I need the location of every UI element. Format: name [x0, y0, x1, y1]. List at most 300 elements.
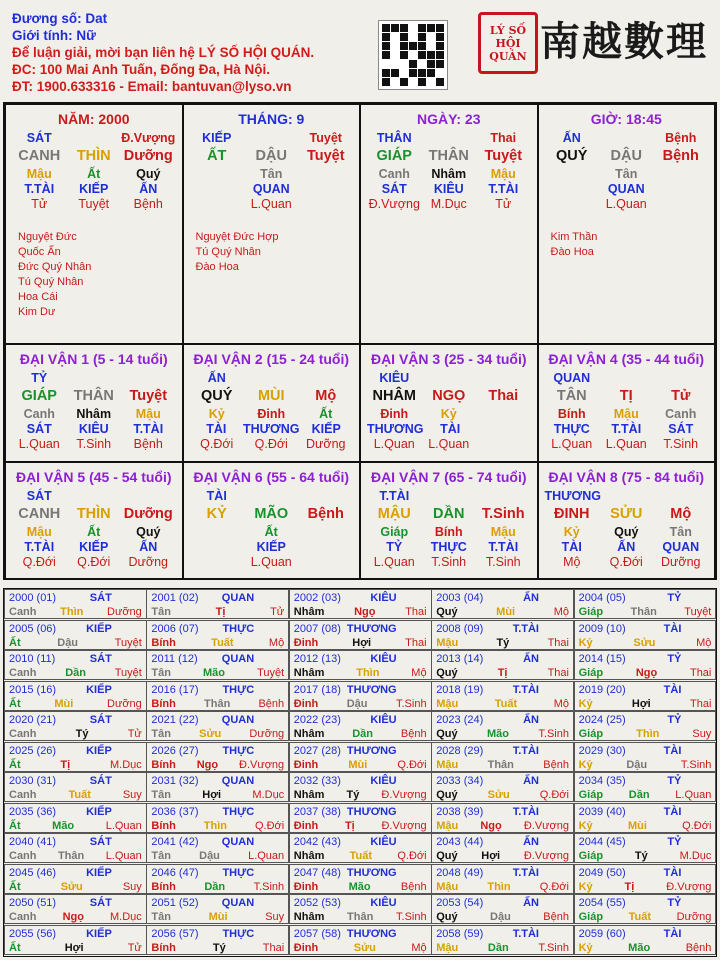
year-stem: Đinh	[293, 758, 319, 771]
year-cell[interactable]	[146, 681, 289, 711]
dai-van-title: ĐẠI VẬN 3 (25 - 34 tuổi)	[370, 351, 527, 367]
qr-cell	[418, 78, 426, 86]
year-phase: Q.Đới	[254, 819, 285, 832]
year-god: KIÊU	[370, 897, 397, 909]
year-row-top	[147, 834, 288, 849]
star-item: Nguyệt Đức Hợp	[195, 231, 279, 243]
pillar-cell: Đ.Vượng	[368, 197, 420, 211]
pillar-cell: GIÁP	[21, 388, 57, 404]
dai-van-stem-branch	[6, 504, 182, 525]
year-cell[interactable]	[4, 864, 147, 894]
year-stem: Canh	[9, 850, 37, 862]
year-label: 2008 (09)	[436, 622, 484, 635]
qr-cell	[427, 33, 435, 41]
year-row-top	[290, 926, 431, 941]
year-cell[interactable]	[289, 894, 432, 924]
star-item: Kim Dư	[18, 306, 56, 318]
year-god: T.TÀI	[512, 744, 539, 757]
year-cell[interactable]	[431, 833, 574, 863]
year-cell[interactable]	[574, 864, 717, 894]
year-row-top	[432, 804, 573, 819]
year-phase: Thai	[405, 636, 427, 649]
star-item: Đức Quý Nhân	[18, 261, 92, 273]
year-phase: Q.Đới	[397, 758, 427, 771]
year-cell[interactable]	[574, 681, 717, 711]
year-branch: Dần	[352, 728, 374, 740]
pillar-cell	[190, 167, 245, 182]
year-stem: Đinh	[293, 819, 319, 832]
year-stem: Ất	[9, 941, 21, 954]
pillar-cell	[599, 131, 654, 146]
year-cell[interactable]	[431, 864, 574, 894]
year-branch: Sửu	[353, 941, 376, 954]
qr-cell	[400, 69, 408, 77]
year-branch: Dần	[487, 941, 509, 954]
pillar-cell: Giáp	[380, 525, 409, 539]
qr-code-icon[interactable]	[378, 20, 448, 90]
year-phase: T.Sinh	[538, 728, 569, 740]
year-god: TÀI	[663, 744, 682, 757]
year-branch: Tý	[496, 636, 510, 649]
pillar-top-god	[6, 131, 182, 146]
year-cell[interactable]	[431, 772, 574, 802]
pillar-cell: KIÊU	[433, 182, 464, 196]
year-cell[interactable]	[289, 864, 432, 894]
year-phase: M.Dục	[679, 850, 712, 862]
year-cell[interactable]	[146, 711, 289, 741]
year-row-bottom	[147, 880, 288, 894]
year-god: QUAN	[221, 592, 255, 604]
dai-van-title: ĐẠI VẬN 2 (15 - 24 tuổi)	[193, 351, 350, 367]
pillar-cell: Kỷ	[440, 407, 457, 421]
qr-cell	[427, 42, 435, 50]
year-row-top	[5, 895, 146, 910]
year-row-bottom	[5, 941, 146, 955]
qr-cell	[427, 78, 435, 86]
year-label: 2052 (53)	[293, 897, 341, 909]
year-phase: Bệnh	[543, 911, 569, 923]
year-cell[interactable]	[146, 833, 289, 863]
pillar-cell: Ất	[87, 167, 101, 181]
pillar-cell: THÌN	[76, 506, 111, 522]
qr-cell	[418, 24, 426, 32]
pillar-cell: T.TÀI	[379, 489, 410, 503]
year-row-bottom	[5, 849, 146, 863]
year-cell[interactable]	[431, 711, 574, 741]
year-phase: T.Sinh	[538, 941, 569, 954]
year-cell[interactable]	[431, 681, 574, 711]
year-stem: Tân	[151, 850, 171, 862]
year-branch: Mùi	[54, 697, 74, 710]
year-god: KIẾP	[86, 622, 112, 635]
year-stem: Nhâm	[293, 911, 325, 923]
year-row-top	[575, 621, 716, 636]
pillar-cell: Bệnh	[665, 131, 697, 145]
year-branch: Thìn	[60, 606, 84, 618]
year-row-bottom	[147, 666, 288, 680]
year-row-bottom	[575, 941, 716, 955]
year-branch: Thân	[487, 758, 514, 771]
year-row-bottom	[432, 697, 573, 711]
pillar-cell: Bệnh	[307, 506, 344, 522]
year-phase: Đ.Vượng	[666, 880, 712, 893]
pillar-cell: Mộ	[670, 506, 692, 522]
pillar-box	[183, 104, 361, 344]
year-stem: Quý	[436, 911, 458, 923]
year-cell[interactable]	[4, 650, 147, 680]
year-stem: Giáp	[578, 789, 604, 801]
dai-van-phases	[6, 555, 182, 570]
pillar-cell: THỰC	[553, 422, 590, 436]
pillar-cell	[545, 197, 600, 212]
year-label: 2039 (40)	[578, 805, 626, 818]
year-stem: Kỷ	[578, 758, 593, 771]
year-stem: Nhâm	[293, 728, 325, 740]
year-label: 2016 (17)	[151, 683, 199, 696]
pillar-cell: DẬU	[255, 148, 287, 164]
year-phase: Tuyệt	[684, 606, 712, 618]
pillar-stars	[361, 226, 537, 234]
year-row-top	[432, 651, 573, 666]
pillar-cell: T.TÀI	[611, 422, 642, 436]
year-god: QUAN	[221, 653, 255, 665]
year-cell[interactable]	[4, 589, 147, 619]
year-row-bottom	[432, 727, 573, 741]
year-phase: M.Dục	[252, 789, 285, 801]
dai-van-box	[538, 344, 716, 462]
year-cell[interactable]	[289, 589, 432, 619]
year-label: 2038 (39)	[436, 805, 484, 818]
year-stem: Nhâm	[293, 667, 325, 679]
year-god: KIẾP	[86, 927, 112, 940]
year-cell[interactable]	[4, 620, 147, 650]
year-god: KIẾP	[86, 744, 112, 757]
dai-van-title: ĐẠI VẬN 1 (5 - 14 tuổi)	[19, 351, 168, 367]
star-item: Đào Hoa	[195, 261, 239, 273]
year-god: QUAN	[221, 897, 255, 909]
year-branch: Mùi	[348, 758, 368, 771]
pillar-cell	[121, 371, 176, 386]
pillar-cell: NHÂM	[372, 388, 416, 404]
year-cell[interactable]	[146, 650, 289, 680]
year-god: ẤN	[523, 775, 539, 787]
dai-van-stem-branch	[184, 504, 360, 525]
year-branch: Thân	[347, 911, 374, 923]
year-row-bottom	[290, 819, 431, 833]
year-cell[interactable]	[146, 803, 289, 833]
dai-van-hidden-gods	[6, 540, 182, 555]
qr-cell	[427, 60, 435, 68]
year-cell[interactable]	[289, 620, 432, 650]
pillar-cell: TỶ	[386, 540, 403, 554]
dai-van-top-god	[539, 371, 715, 386]
year-label: 2031 (32)	[151, 775, 199, 787]
pillar-cell: Tuyệt	[306, 148, 345, 164]
year-label: 2005 (06)	[9, 622, 57, 635]
year-branch: Tý	[75, 728, 89, 740]
year-cell[interactable]	[574, 742, 717, 772]
year-label: 2007 (08)	[293, 622, 341, 635]
pillar-cell: ẤN	[139, 182, 158, 196]
pillar-cell: KỶ	[206, 506, 227, 522]
year-label: 2001 (02)	[151, 592, 199, 604]
year-label: 2003 (04)	[436, 592, 484, 604]
pillar-cell	[299, 489, 354, 504]
year-row-top	[147, 743, 288, 758]
year-phase: Thai	[262, 941, 285, 954]
year-god: T.TÀI	[512, 927, 539, 940]
year-stem: Nhâm	[293, 789, 325, 801]
year-god: T.TÀI	[512, 805, 539, 818]
year-row-bottom	[575, 880, 716, 894]
year-cell[interactable]	[574, 772, 717, 802]
pillar-cell: Mậu	[490, 167, 516, 181]
year-phase: Dưỡng	[107, 697, 142, 710]
year-label: 2015 (16)	[9, 683, 57, 696]
pillar-phases	[184, 197, 360, 212]
year-branch: Thân	[630, 606, 657, 618]
year-god: THỰC	[222, 866, 255, 879]
dai-van-top-god	[539, 489, 715, 504]
star-item: Tú Quý Nhân	[195, 246, 261, 258]
year-cell[interactable]	[574, 650, 717, 680]
pillar-cell	[299, 371, 354, 386]
year-stem: Giáp	[578, 667, 604, 679]
pillar-stars	[6, 226, 182, 324]
year-row-bottom	[147, 910, 288, 924]
dai-van-top-god	[184, 371, 360, 386]
qr-cell	[418, 51, 426, 59]
year-cell[interactable]	[431, 650, 574, 680]
dai-van-hidden-stems	[539, 407, 715, 422]
year-cell[interactable]	[4, 833, 147, 863]
pillar-cell: THÌN	[76, 148, 111, 164]
year-cell[interactable]	[289, 803, 432, 833]
year-cell[interactable]	[289, 925, 432, 955]
dai-van-top-god	[361, 489, 537, 504]
year-god: TỶ	[667, 592, 682, 604]
pillar-cell: Quý	[614, 525, 639, 539]
year-branch: Tý	[346, 789, 360, 801]
pillar-cell: CANH	[18, 148, 61, 164]
year-phase: Suy	[692, 728, 712, 740]
qr-cell	[436, 42, 444, 50]
dai-van-title: ĐẠI VẬN 6 (55 - 64 tuổi)	[193, 469, 350, 485]
pillar-stars	[184, 226, 360, 279]
year-stem: Ất	[9, 819, 21, 832]
year-row-bottom	[290, 727, 431, 741]
pillar-cell	[422, 131, 477, 146]
qr-cell	[400, 42, 408, 50]
year-cell[interactable]	[431, 925, 574, 955]
year-cell[interactable]	[146, 620, 289, 650]
year-label: 2059 (60)	[578, 927, 626, 940]
year-stem: Tân	[151, 667, 171, 679]
year-stem: Mậu	[436, 941, 459, 954]
pillar-cell: Mậu	[26, 167, 52, 181]
pillar-cell: Ất	[319, 407, 333, 421]
pillar-cell: L.Quan	[428, 437, 470, 451]
year-label: 2022 (23)	[293, 714, 341, 726]
year-cell[interactable]	[574, 803, 717, 833]
year-label: 2043 (44)	[436, 836, 484, 848]
pillar-cell: ẤN	[207, 371, 226, 385]
dai-van-phases	[184, 555, 360, 570]
year-cell[interactable]	[146, 772, 289, 802]
pillar-cell: Quý	[136, 525, 161, 539]
year-stem: Quý	[436, 789, 458, 801]
year-cell[interactable]	[431, 620, 574, 650]
year-cell[interactable]	[431, 803, 574, 833]
year-cell[interactable]	[289, 711, 432, 741]
year-cell[interactable]	[574, 589, 717, 619]
pillar-cell: Ất	[264, 525, 278, 539]
year-phase: Dưỡng	[676, 911, 712, 923]
year-cell[interactable]	[574, 833, 717, 863]
year-row-top	[575, 895, 716, 910]
year-row-bottom	[147, 941, 288, 955]
year-label: 2021 (22)	[151, 714, 199, 726]
pillar-box	[538, 104, 716, 344]
year-cell[interactable]	[431, 894, 574, 924]
year-god: TÀI	[663, 866, 682, 879]
year-branch: Mùi	[627, 819, 647, 832]
year-god: TÀI	[663, 683, 682, 696]
pillar-cell: QUAN	[662, 540, 700, 554]
year-cell[interactable]	[431, 589, 574, 619]
pillar-cell: M.Dục	[430, 197, 467, 211]
year-row-bottom	[147, 605, 288, 619]
qr-cell	[436, 60, 444, 68]
pillar-cell: Ất	[87, 525, 101, 539]
pillar-cell: SÁT	[26, 422, 52, 436]
year-cell[interactable]	[574, 925, 717, 955]
year-cell[interactable]	[4, 711, 147, 741]
year-cell[interactable]	[4, 925, 147, 955]
pillar-stem-branch	[361, 146, 537, 167]
pillar-hidden-gods	[539, 182, 715, 197]
seal-text: LÝ SỐ HỘI QUÁN	[489, 23, 527, 63]
year-phase: L.Quan	[105, 819, 142, 832]
qr-cell	[418, 69, 426, 77]
year-stem: Ất	[9, 880, 21, 893]
pillar-cell: MẬU	[377, 506, 411, 522]
dai-van-hidden-stems	[6, 407, 182, 422]
year-phase: Đ.Vượng	[381, 789, 427, 801]
year-cell[interactable]	[289, 772, 432, 802]
qr-cell	[409, 42, 417, 50]
year-cell[interactable]	[289, 681, 432, 711]
year-row-top	[147, 773, 288, 788]
year-label: 2019 (20)	[578, 683, 626, 696]
year-cell[interactable]	[146, 864, 289, 894]
header-line: Giới tính: Nữ	[12, 28, 96, 43]
year-phase: Bệnh	[685, 941, 712, 954]
year-phase: Bệnh	[543, 758, 569, 771]
year-cell[interactable]	[289, 833, 432, 863]
year-branch: Mão	[203, 667, 226, 679]
year-cell[interactable]	[574, 711, 717, 741]
year-row-top	[432, 865, 573, 880]
pillar-cell: SỬU	[610, 506, 643, 522]
year-cell[interactable]	[4, 742, 147, 772]
dai-van-hidden-gods	[539, 540, 715, 555]
dai-van-box	[183, 462, 361, 580]
year-cell[interactable]	[4, 803, 147, 833]
dai-van-title: ĐẠI VẬN 8 (75 - 84 tuổi)	[548, 469, 705, 485]
year-god: THỰC	[222, 927, 255, 940]
year-phase: Tuyệt	[114, 667, 142, 679]
pillar-cell: L.Quan	[250, 555, 292, 569]
pillar-cell: THÂN	[376, 131, 412, 145]
year-cell[interactable]	[146, 925, 289, 955]
year-stem: Canh	[9, 667, 37, 679]
pillar-cell: THƯƠNG	[243, 422, 300, 436]
year-row-top	[290, 804, 431, 819]
pillar-cell: T.TÀI	[24, 182, 55, 196]
year-label: 2002 (03)	[293, 592, 341, 604]
year-branch: Mão	[52, 819, 75, 832]
pillar-cell: T.Sinh	[431, 555, 467, 569]
pillar-cell: Thai	[488, 388, 519, 404]
year-cell[interactable]	[4, 772, 147, 802]
year-stem: Bính	[151, 697, 176, 710]
star-item: Hoa Cái	[18, 291, 58, 303]
year-stem: Đinh	[293, 697, 319, 710]
year-cell[interactable]	[574, 620, 717, 650]
year-label: 2009 (10)	[578, 622, 626, 635]
year-cell[interactable]	[289, 742, 432, 772]
year-row-top	[432, 895, 573, 910]
year-cell[interactable]	[146, 742, 289, 772]
qr-cell	[400, 60, 408, 68]
pillar-cell: Đ.Vượng	[121, 131, 176, 145]
year-branch: Thìn	[356, 667, 380, 679]
pillar-cell	[601, 489, 655, 504]
year-stem: Tân	[151, 606, 171, 618]
year-cell[interactable]	[574, 894, 717, 924]
year-cell[interactable]	[146, 894, 289, 924]
header-line: ĐT: 1900.633316 - Email: bantuvan@lyso.vn	[12, 79, 292, 94]
pillar-cell	[67, 131, 122, 146]
pillar-cell: Kỷ	[563, 525, 580, 539]
year-phase: Mộ	[268, 636, 285, 649]
year-god: KIẾP	[86, 805, 112, 818]
year-label: 2041 (42)	[151, 836, 199, 848]
year-label: 2058 (59)	[436, 927, 484, 940]
pillar-hidden-gods	[6, 182, 182, 197]
dai-van-title: ĐẠI VẬN 5 (45 - 54 tuổi)	[15, 469, 172, 485]
year-god: T.TÀI	[512, 683, 539, 696]
year-row-bottom	[290, 788, 431, 802]
pillar-title: THÁNG: 9	[238, 111, 305, 127]
year-cell[interactable]	[431, 742, 574, 772]
year-label: 2018 (19)	[436, 683, 484, 696]
pillar-cell: Q.Đới	[22, 555, 56, 569]
pillar-cell: Tử	[495, 197, 512, 211]
pillar-cell	[190, 525, 245, 540]
year-cell[interactable]	[289, 650, 432, 680]
pillar-cell: Bệnh	[133, 437, 163, 451]
year-row-bottom	[290, 697, 431, 711]
year-label: 2045 (46)	[9, 866, 57, 879]
year-cell[interactable]	[4, 894, 147, 924]
pillar-cell: Canh	[378, 167, 410, 181]
year-cell[interactable]	[146, 589, 289, 619]
qr-cell	[436, 69, 444, 77]
year-branch: Thìn	[487, 880, 511, 893]
year-cell[interactable]	[4, 681, 147, 711]
